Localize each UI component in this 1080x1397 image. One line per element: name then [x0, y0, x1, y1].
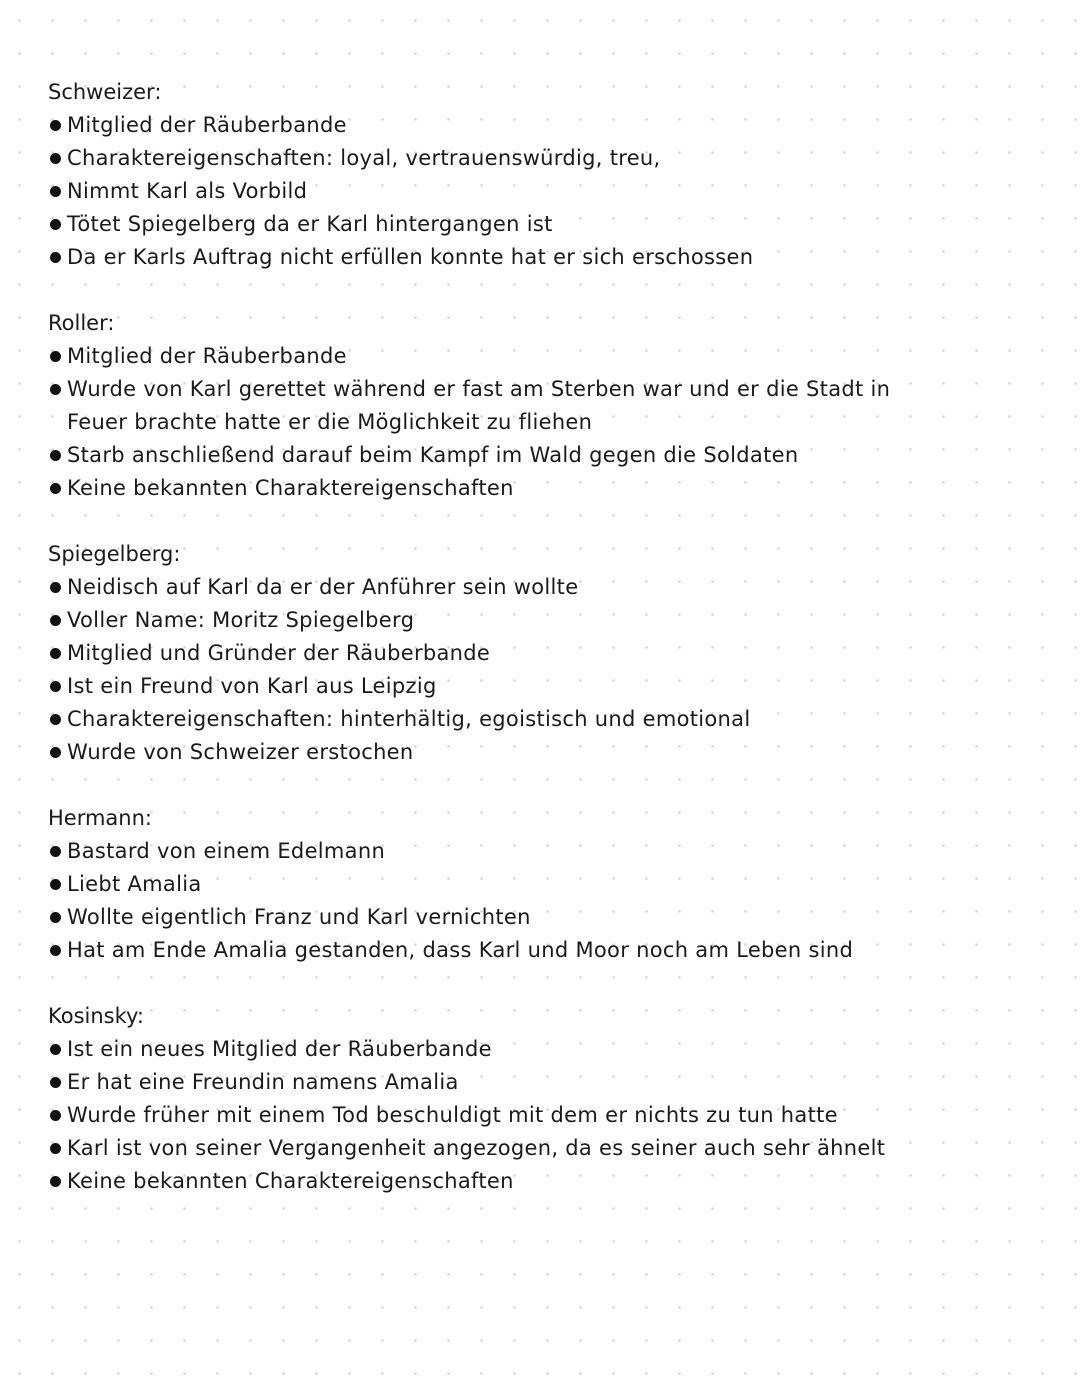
list-item-text: Voller Name: Moritz Spiegelberg [67, 608, 415, 632]
bullet-icon [50, 747, 61, 758]
list-item-text: Charaktereigenschaften: loyal, vertrauenswürdig, treu, [67, 146, 661, 170]
bullet-icon [50, 1044, 61, 1055]
list-item [48, 604, 1038, 637]
section-heading: Roller: [48, 311, 115, 335]
list-item-text: Nimmt Karl als Vorbild [67, 179, 308, 203]
list-item-text: Liebt Amalia [67, 872, 202, 896]
list-item-text: Mitglied der Räuberbande [67, 344, 347, 368]
section-spiegelberg [48, 538, 1038, 769]
list-item [48, 175, 1038, 208]
list-item-text: Charaktereigenschaften: hinterhältig, egoistisch und emotional [67, 707, 751, 731]
list-item-text: Mitglied der Räuberbande [67, 113, 347, 137]
bullet-icon [50, 714, 61, 725]
list-item-text: Da er Karls Auftrag nicht erfüllen konnte hat er sich erschossen [67, 245, 754, 269]
list-item [48, 1132, 1038, 1165]
list-item-text: Er hat eine Freundin namens Amalia [67, 1070, 459, 1094]
section-schweizer [48, 76, 1038, 274]
bullet-icon [50, 384, 61, 395]
bullet-icon [50, 351, 61, 362]
bullet-icon [50, 582, 61, 593]
bullet-icon [50, 450, 61, 461]
bullet-icon [50, 681, 61, 692]
bullet-icon [50, 648, 61, 659]
list-item [48, 835, 1038, 868]
bullet-list [48, 835, 1038, 967]
list-item-text: Starb anschließend darauf beim Kampf im Wald gegen die Soldaten [67, 443, 799, 467]
list-item-text: Wurde von Karl gerettet während er fast am Sterben war und er die Stadt in Feuer brachte hatte er die Möglichkeit zu fliehen [67, 377, 891, 434]
bullet-icon [50, 945, 61, 956]
list-item-text: Wurde von Schweizer erstochen [67, 740, 414, 764]
bullet-icon [50, 120, 61, 131]
list-item [48, 571, 1038, 604]
list-item [48, 1165, 1038, 1198]
bullet-list [48, 109, 1038, 274]
bullet-icon [50, 1176, 61, 1187]
bullet-list [48, 340, 1038, 505]
list-item-text: Ist ein neues Mitglied der Räuberbande [67, 1037, 492, 1061]
list-item [48, 1033, 1038, 1066]
bullet-list [48, 1033, 1038, 1198]
section-roller [48, 307, 1038, 505]
list-item-text: Hat am Ende Amalia gestanden, dass Karl und Moor noch am Leben sind [67, 938, 854, 962]
bullet-icon [50, 1110, 61, 1121]
section-kosinsky [48, 1000, 1038, 1198]
list-item [48, 901, 1038, 934]
bullet-icon [50, 483, 61, 494]
list-item-text: Karl ist von seiner Vergangenheit angezogen, da es seiner auch sehr ähnelt [67, 1136, 886, 1160]
list-item-text: Keine bekannten Charaktereigenschaften [67, 476, 514, 500]
bullet-list [48, 571, 1038, 769]
list-item [48, 142, 1038, 175]
bullet-icon [50, 846, 61, 857]
list-item [48, 208, 1038, 241]
section-heading: Kosinsky: [48, 1004, 144, 1028]
bullet-icon [50, 252, 61, 263]
bullet-icon [50, 186, 61, 197]
bullet-icon [50, 153, 61, 164]
section-hermann [48, 802, 1038, 967]
bullet-icon [50, 1077, 61, 1088]
section-heading: Schweizer: [48, 80, 162, 104]
list-item [48, 868, 1038, 901]
list-item [48, 373, 1038, 439]
list-item [48, 703, 1038, 736]
list-item [48, 109, 1038, 142]
section-heading: Spiegelberg: [48, 542, 181, 566]
section-heading: Hermann: [48, 806, 152, 830]
list-item [48, 241, 1038, 274]
list-item-text: Keine bekannten Charaktereigenschaften [67, 1169, 514, 1193]
list-item [48, 1066, 1038, 1099]
list-item [48, 670, 1038, 703]
list-item-text: Bastard von einem Edelmann [67, 839, 386, 863]
notes-page [48, 76, 1038, 1231]
list-item-text: Mitglied und Gründer der Räuberbande [67, 641, 491, 665]
list-item [48, 340, 1038, 373]
list-item [48, 637, 1038, 670]
bullet-icon [50, 879, 61, 890]
list-item-text: Wollte eigentlich Franz und Karl vernichten [67, 905, 531, 929]
list-item-text: Neidisch auf Karl da er der Anführer sein wollte [67, 575, 579, 599]
bullet-icon [50, 615, 61, 626]
list-item-text: Ist ein Freund von Karl aus Leipzig [67, 674, 437, 698]
list-item [48, 472, 1038, 505]
list-item [48, 439, 1038, 472]
list-item [48, 934, 1038, 967]
bullet-icon [50, 912, 61, 923]
list-item-text: Wurde früher mit einem Tod beschuldigt mit dem er nichts zu tun hatte [67, 1103, 838, 1127]
list-item-text: Tötet Spiegelberg da er Karl hintergangen ist [67, 212, 553, 236]
list-item [48, 1099, 1038, 1132]
bullet-icon [50, 219, 61, 230]
list-item [48, 736, 1038, 769]
bullet-icon [50, 1143, 61, 1154]
